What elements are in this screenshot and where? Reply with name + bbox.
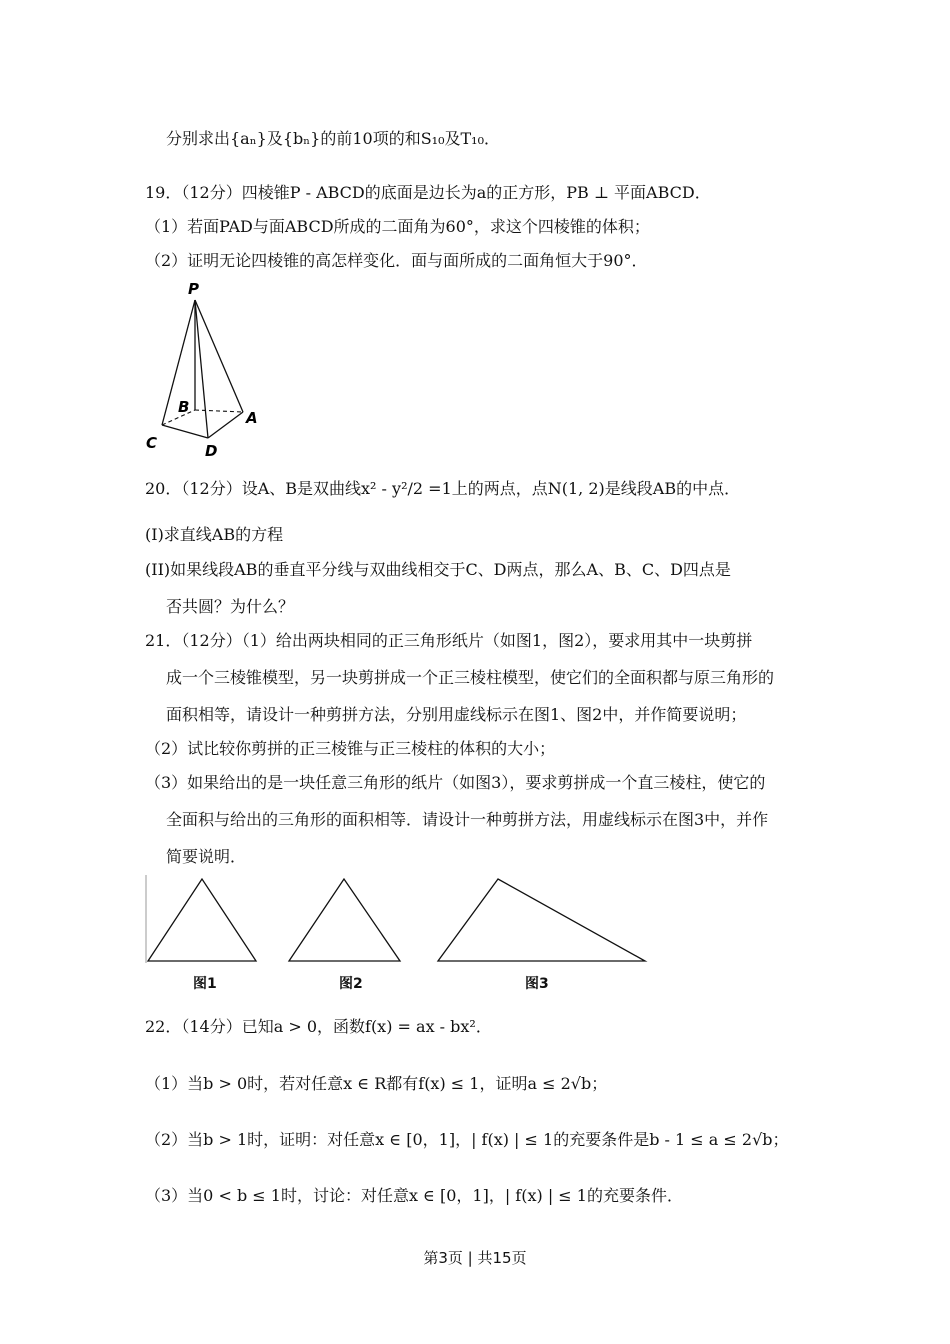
question-19-part-2: （2）证明无论四棱锥的高怎样变化．面与面所成的二面角恒大于90°．: [145, 251, 648, 270]
question-21-part-3c: 简要说明．: [166, 847, 247, 866]
question-21b: 成一个三棱锥模型，另一块剪拼成一个正三棱柱模型，使它们的全面积都与原三角形的: [166, 668, 775, 687]
question-20: 20．（12分）设A、B是双曲线x² - y²/2 =1上的两点，点N(1, 2)是线段AB的中点．: [145, 479, 741, 498]
question-22: 22．（14分）已知a > 0，函数f(x) = ax - bx²．: [145, 1017, 492, 1036]
question-19-part-1: （1）若面PAD与面ABCD所成的二面角为60°，求这个四棱锥的体积；: [145, 217, 650, 236]
caption-figure-2: 图2: [339, 976, 363, 992]
label-d: D: [205, 442, 218, 460]
question-21-part-3a: （3）如果给出的是一块任意三角形的纸片（如图3），要求剪拼成一个直三棱柱，使它的: [145, 773, 766, 792]
question-21-part-2: （2）试比较你剪拼的正三棱锥与正三棱柱的体积的大小；: [145, 739, 556, 758]
label-b: B: [178, 398, 190, 416]
question-22-part-1: （1）当b > 0时，若对任意x ∈ R都有f(x) ≤ 1，证明a ≤ 2√b；: [145, 1074, 608, 1093]
caption-figure-1: 图1: [193, 976, 217, 992]
question-20-part-1: (I)求直线AB的方程: [145, 525, 284, 544]
pyramid-figure: [140, 280, 270, 460]
question-19: 19．（12分）四棱锥P - ABCD的底面是边长为a的正方形，PB ⊥ 平面ABCD．: [145, 183, 711, 202]
question-21-part-3b: 全面积与给出的三角形的面积相等．请设计一种剪拼方法，用虚线标示在图3中，并作: [166, 810, 769, 829]
label-c: C: [146, 434, 158, 452]
line-sequence-sums: 分别求出{aₙ}及{bₙ}的前10项的和S₁₀及T₁₀．: [166, 129, 500, 148]
question-20-part-2a: (II)如果线段AB的垂直平分线与双曲线相交于C、D两点，那么A、B、C、D四点是: [145, 560, 731, 579]
caption-figure-3: 图3: [525, 976, 549, 992]
page-footer: 第3页 | 共15页: [423, 1249, 527, 1267]
label-a: A: [246, 409, 258, 427]
question-22-part-2: （2）当b > 1时，证明：对任意x ∈ [0，1]，| f(x) | ≤ 1的充要条件是b - 1 ≤ a ≤ 2√b；: [145, 1130, 789, 1149]
label-p: P: [188, 280, 199, 298]
triangles-figure: [140, 873, 660, 965]
question-21a: 21．（12分）（1）给出两块相同的正三角形纸片（如图1，图2），要求用其中一块剪拼: [145, 631, 753, 650]
question-20-part-2b: 否共圆？为什么？: [166, 597, 295, 616]
question-22-part-3: （3）当0 < b ≤ 1时，讨论：对任意x ∈ [0，1]，| f(x) | ≤ 1的充要条件．: [145, 1186, 683, 1205]
question-21c: 面积相等，请设计一种剪拼方法，分别用虚线标示在图1、图2中，并作简要说明；: [166, 705, 747, 724]
